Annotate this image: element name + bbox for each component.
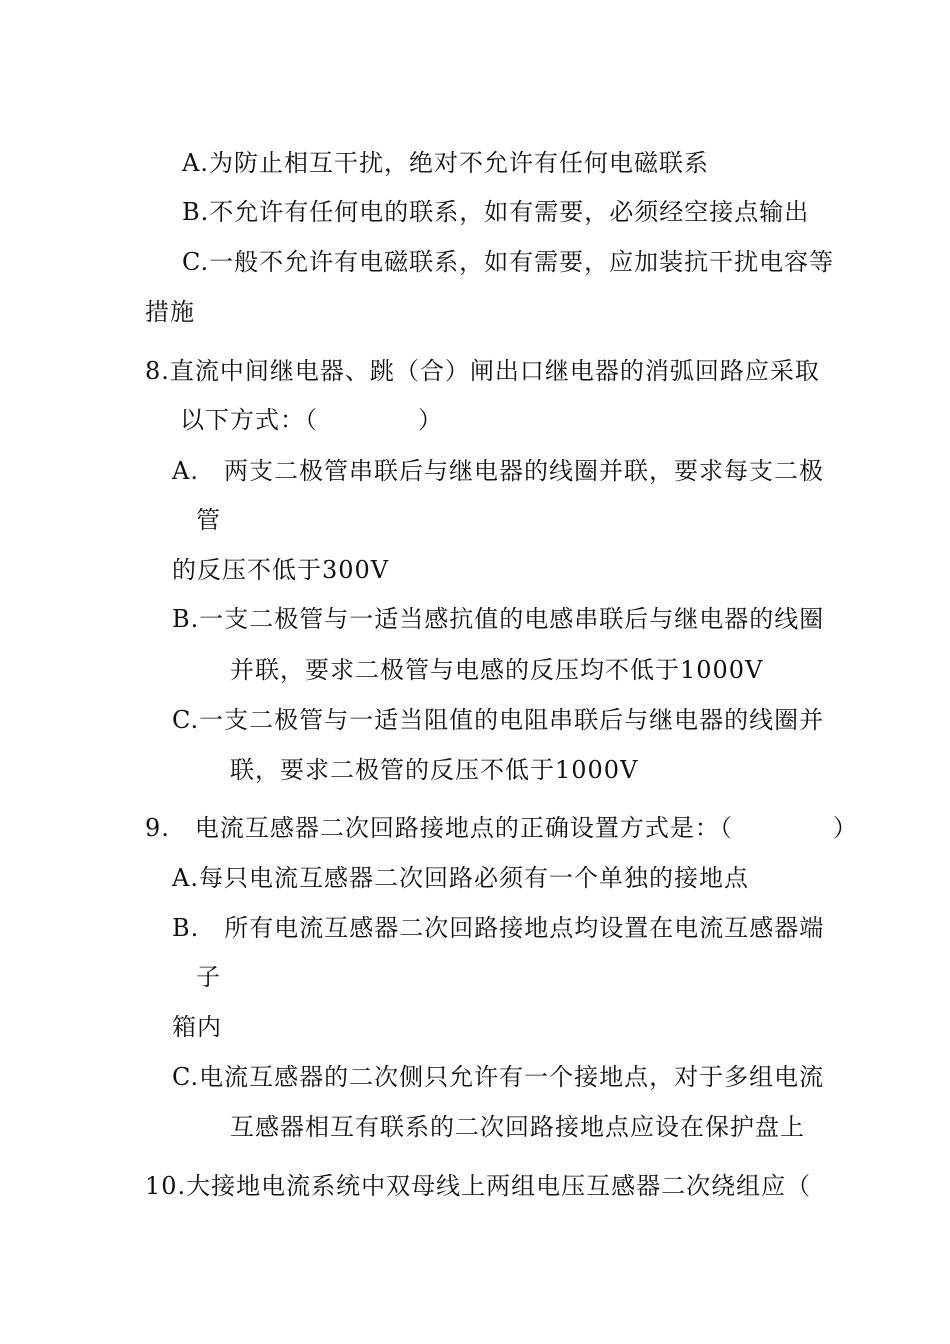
option-9b-cont: 子 bbox=[196, 963, 221, 991]
option-8b: B.一支二极管与一适当感抗值的电感串联后与继电器的线圈 bbox=[172, 605, 825, 633]
option-9c: C.电流互感器的二次侧只允许有一个接地点，对于多组电流 bbox=[172, 1063, 825, 1091]
option-8a: A. 两支二极管串联后与继电器的线圈并联，要求每支二极 bbox=[172, 457, 824, 485]
option-9b-cont2: 箱内 bbox=[172, 1013, 222, 1041]
option-7b: B.不允许有任何电的联系，如有需要，必须经空接点输出 bbox=[182, 198, 810, 226]
option-9a: A.每只电流互感器二次回路必须有一个单独的接地点 bbox=[172, 864, 749, 892]
option-8a-cont: 管 bbox=[196, 506, 221, 534]
option-8b-cont: 并联，要求二极管与电感的反压均不低于1000V bbox=[230, 656, 764, 684]
question-9: 9. 电流互感器二次回路接地点的正确设置方式是：（ ） bbox=[145, 814, 858, 842]
question-8: 8.直流中间继电器、跳（合）闸出口继电器的消弧回路应采取 bbox=[145, 357, 820, 385]
option-8c: C.一支二极管与一适当阻值的电阻串联后与继电器的线圈并 bbox=[172, 706, 825, 734]
option-7a: A.为防止相互干扰，绝对不允许有任何电磁联系 bbox=[182, 149, 709, 177]
question-8-cont: 以下方式：（ ） bbox=[180, 406, 443, 434]
option-9c-cont: 互感器相互有联系的二次回路接地点应设在保护盘上 bbox=[230, 1113, 805, 1141]
option-8c-cont: 联，要求二极管的反压不低于1000V bbox=[230, 756, 639, 784]
option-7c: C.一般不允许有电磁联系，如有需要，应加装抗干扰电容等 bbox=[182, 248, 835, 276]
option-9b: B. 所有电流互感器二次回路接地点均设置在电流互感器端 bbox=[172, 914, 825, 942]
option-8a-cont2: 的反压不低于300V bbox=[172, 556, 390, 584]
option-7c-cont: 措施 bbox=[145, 298, 195, 326]
question-10: 10.大接地电流系统中双母线上两组电压互感器二次绕组应（ bbox=[145, 1172, 812, 1200]
